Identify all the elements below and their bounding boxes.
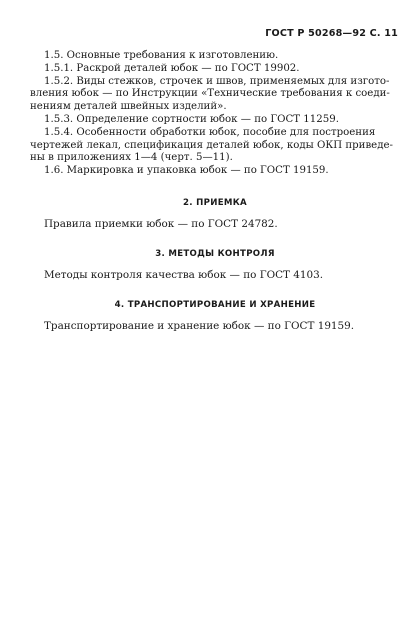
clause-1-5-2-line-1: 1.5.2. Виды стежков, строчек и швов, применяемых для изгото- [44, 75, 390, 87]
section-1-requirements [30, 50, 400, 178]
clause-1-5: 1.5. Основные требования к изготовлению. [44, 50, 279, 61]
clause-1-5-4-line-2: чертежей лекал, спецификация деталей юбок, коды ОКП приведе- [30, 139, 393, 151]
section-3-text: Методы контроля качества юбок — по ГОСТ 4103. [44, 268, 324, 281]
document-body [30, 50, 400, 333]
clause-1-5-2-line-2: вления юбок — по Инструкции «Технические требования к соеди- [30, 88, 390, 100]
section-4-transport-storage [30, 300, 400, 333]
section-2-acceptance [30, 198, 400, 231]
section-2-title: 2. ПРИЕМКА [182, 197, 248, 208]
clause-1-5-4-line-1: 1.5.4. Особенности обработки юбок, пособие для построения [44, 126, 376, 138]
clause-1-6: 1.6. Маркировка и упаковка юбок — по ГОСТ 19159. [44, 165, 329, 177]
section-3-title: 3. МЕТОДЫ КОНТРОЛЯ [155, 248, 275, 259]
clause-1-5-2-line-3: нениям деталей швейных изделий». [30, 101, 227, 113]
section-4-title: 4. ТРАНСПОРТИРОВАНИЕ И ХРАНЕНИЕ [114, 299, 316, 310]
page-header: ГОСТ Р 50268—92 С. 11 [265, 28, 398, 39]
clause-1-5-1: 1.5.1. Раскрой деталей юбок — по ГОСТ 19902. [44, 62, 300, 74]
section-4-text: Транспортирование и хранение юбок — по ГОСТ 19159. [44, 319, 355, 332]
section-2-text: Правила приемки юбок — по ГОСТ 24782. [44, 217, 278, 230]
clause-1-5-3: 1.5.3. Определение сортности юбок — по ГОСТ 11259. [44, 113, 339, 125]
section-3-control-methods [30, 249, 400, 282]
clause-1-5-4-line-3: ны в приложениях 1—4 (черт. 5—11). [30, 152, 233, 164]
